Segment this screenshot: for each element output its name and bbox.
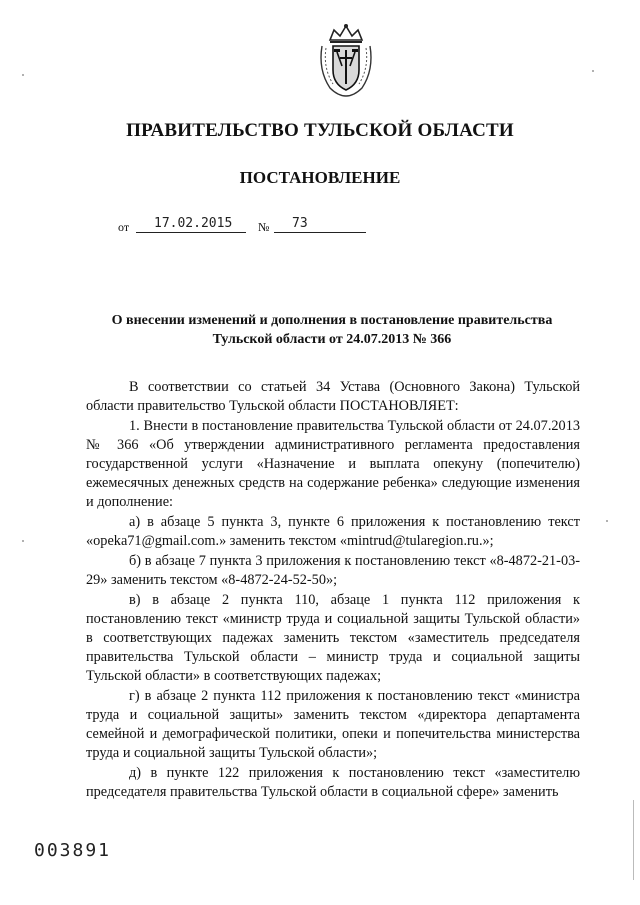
number-label: №	[258, 220, 270, 234]
paragraph-preamble: В соответствии со статьей 34 Устава (Основного Закона) Тульской области правительство Тульской области ПОСТАНОВЛЯЕТ:	[86, 379, 580, 414]
subject-line-1: О внесении изменений и дополнения в постановление правительства	[111, 313, 553, 328]
scan-speck	[606, 520, 608, 522]
paragraph-subitem-a: а) в абзаце 5 пункта 3, пункте 6 приложения к постановлению текст «opeka71@gmail.com.» заменить текстом «mintrud@tularegion.ru.»;	[86, 514, 580, 549]
scan-speck	[22, 74, 24, 76]
scan-speck	[22, 540, 24, 542]
subject-line-2: Тульской области от 24.07.2013 № 366	[212, 332, 452, 347]
date-label: от	[118, 220, 130, 234]
government-title: ПРАВИТЕЛЬСТВО ТУЛЬСКОЙ ОБЛАСТИ	[126, 120, 514, 141]
date-value: 17.02.2015	[136, 216, 246, 233]
paragraph-subitem-d: д) в пункте 122 приложения к постановлению текст «заместителю председателя правительства Тульской области в социальной сфере» заменить	[86, 765, 580, 800]
scan-speck	[592, 70, 594, 72]
document-subject	[86, 311, 578, 349]
paragraph-subitem-v: в) в абзаце 2 пункта 110, абзаце 1 пункта 112 приложения к постановлению текст «министр труда и социальной защиты Тульской области» в соответствующих падежах заменить текстом «заместитель председателя правительства Тульской области – министр труда и социальной защиты Тульской области» в соответствующих падежах;	[86, 592, 580, 684]
paragraph-item-1: 1. Внести в постановление правительства Тульской области от 24.07.2013 № 366 «Об утверждении административного регламента предоставления государственной услуги «Назначение и выплата опекуну (попечителю) ежемесячных денежных средств на содержание ребенка» следующие изменения и дополнение:	[86, 418, 580, 510]
serial-stamp: 003891	[34, 840, 112, 861]
document-type: ПОСТАНОВЛЕНИЕ	[239, 168, 401, 187]
scan-edge	[633, 800, 634, 880]
number-value: 73	[274, 216, 366, 233]
paragraph-subitem-b: б) в абзаце 7 пункта 3 приложения к постановлению текст «8-4872-21-03-29» заменить текстом «8-4872-24-52-50»;	[86, 553, 580, 588]
paragraph-subitem-g: г) в абзаце 2 пункта 112 приложения к постановлению текст «министра труда и социальной защиты» заменить текстом «директора департамента семейной и демографической политики, опеки и попечительства министерства труда и социальной защиты Тульской области»;	[86, 688, 580, 761]
tula-coat-of-arms-icon	[316, 22, 376, 98]
document-body	[86, 378, 580, 803]
